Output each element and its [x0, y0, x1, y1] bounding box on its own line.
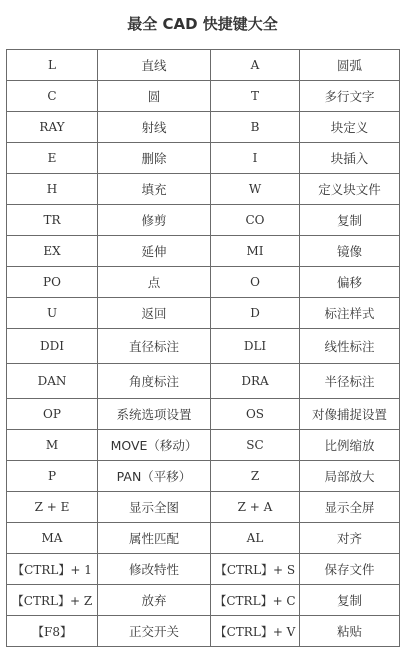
shortcut-key: MI	[211, 236, 300, 267]
command-name: 复制	[300, 205, 400, 236]
shortcut-key: Z	[211, 461, 300, 492]
command-name: 显示全图	[98, 492, 211, 523]
command-name: 粘贴	[300, 616, 400, 647]
page-title: 最全 CAD 快捷键大全	[127, 15, 278, 33]
command-name: 块插入	[300, 143, 400, 174]
table-row	[7, 461, 400, 492]
shortcut-key: A	[211, 50, 300, 81]
shortcut-key: AL	[211, 523, 300, 554]
command-name: 对齐	[300, 523, 400, 554]
shortcut-key: PO	[7, 267, 98, 298]
command-name: 返回	[98, 298, 211, 329]
table-row	[7, 364, 400, 399]
shortcut-key: EX	[7, 236, 98, 267]
shortcut-key: D	[211, 298, 300, 329]
table-row	[7, 492, 400, 523]
shortcut-key: E	[7, 143, 98, 174]
command-name: 延伸	[98, 236, 211, 267]
command-name: 圆弧	[300, 50, 400, 81]
shortcut-key: 【CTRL】+ C	[211, 585, 300, 616]
command-name: 正交开关	[98, 616, 211, 647]
shortcut-key: H	[7, 174, 98, 205]
shortcut-key: 【CTRL】+ 1	[7, 554, 98, 585]
command-name: 属性匹配	[98, 523, 211, 554]
command-name: 圆	[98, 81, 211, 112]
command-name: 直径标注	[98, 329, 211, 364]
command-name: 镜像	[300, 236, 400, 267]
command-name: 偏移	[300, 267, 400, 298]
command-name: 直线	[98, 50, 211, 81]
table-row	[7, 112, 400, 143]
table-row	[7, 399, 400, 430]
shortcut-key: DRA	[211, 364, 300, 399]
table-row	[7, 329, 400, 364]
shortcut-key: OS	[211, 399, 300, 430]
shortcut-key: SC	[211, 430, 300, 461]
shortcut-key: OP	[7, 399, 98, 430]
shortcut-key: TR	[7, 205, 98, 236]
command-name: 对像捕捉设置	[300, 399, 400, 430]
shortcut-key: DLI	[211, 329, 300, 364]
command-name: 块定义	[300, 112, 400, 143]
table-row	[7, 616, 400, 647]
shortcut-key: T	[211, 81, 300, 112]
command-name: 放弃	[98, 585, 211, 616]
shortcut-key: P	[7, 461, 98, 492]
table-row	[7, 554, 400, 585]
shortcut-key: 【F8】	[7, 616, 98, 647]
shortcut-key: Z + E	[7, 492, 98, 523]
table-row	[7, 585, 400, 616]
table-row	[7, 236, 400, 267]
command-name: 删除	[98, 143, 211, 174]
table-row	[7, 143, 400, 174]
command-name: 射线	[98, 112, 211, 143]
shortcut-key: I	[211, 143, 300, 174]
command-name: 比例缩放	[300, 430, 400, 461]
command-name: MOVE（移动）	[98, 430, 211, 461]
shortcut-key: Z + A	[211, 492, 300, 523]
table-row	[7, 205, 400, 236]
command-name: 复制	[300, 585, 400, 616]
command-name: 填充	[98, 174, 211, 205]
shortcut-key: CO	[211, 205, 300, 236]
shortcut-key: B	[211, 112, 300, 143]
table-row	[7, 298, 400, 329]
command-name: 定义块文件	[300, 174, 400, 205]
shortcut-key: RAY	[7, 112, 98, 143]
command-name: 半径标注	[300, 364, 400, 399]
table-row	[7, 81, 400, 112]
command-name: 多行文字	[300, 81, 400, 112]
shortcut-key: W	[211, 174, 300, 205]
command-name: 线性标注	[300, 329, 400, 364]
table-row	[7, 174, 400, 205]
command-name: 角度标注	[98, 364, 211, 399]
command-name: 系统选项设置	[98, 399, 211, 430]
shortcut-key: C	[7, 81, 98, 112]
table-row	[7, 50, 400, 81]
shortcut-key: DAN	[7, 364, 98, 399]
shortcut-key: O	[211, 267, 300, 298]
shortcut-key: 【CTRL】+ V	[211, 616, 300, 647]
command-name: 点	[98, 267, 211, 298]
command-name: 修改特性	[98, 554, 211, 585]
command-name: 局部放大	[300, 461, 400, 492]
command-name: 标注样式	[300, 298, 400, 329]
command-name: 保存文件	[300, 554, 400, 585]
shortcut-table	[6, 49, 400, 647]
shortcut-key: 【CTRL】+ Z	[7, 585, 98, 616]
shortcut-key: M	[7, 430, 98, 461]
command-name: 修剪	[98, 205, 211, 236]
table-row	[7, 267, 400, 298]
shortcut-key: 【CTRL】+ S	[211, 554, 300, 585]
table-row	[7, 523, 400, 554]
table-row	[7, 430, 400, 461]
shortcut-key: DDI	[7, 329, 98, 364]
command-name: 显示全屏	[300, 492, 400, 523]
shortcut-key: MA	[7, 523, 98, 554]
shortcut-key: L	[7, 50, 98, 81]
shortcut-key: U	[7, 298, 98, 329]
command-name: PAN（平移）	[98, 461, 211, 492]
